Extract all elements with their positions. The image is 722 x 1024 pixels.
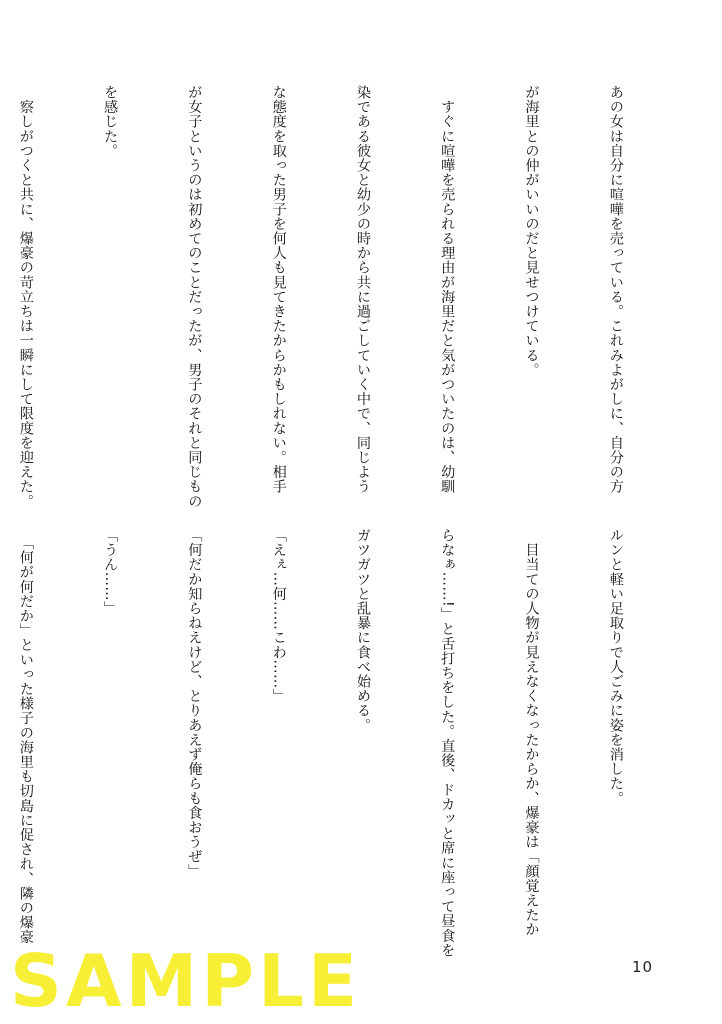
text-line: が海里との仲がいいのだと見せつけている。 bbox=[523, 85, 540, 377]
text-line: らなぁ……!」と舌打ちをした。直後、ドカッと席に座って昼食を bbox=[439, 528, 456, 958]
upper-text-block bbox=[0, 85, 686, 509]
text-line: 染である彼女と幼少の時から共に過ごしていく中で、同じよう bbox=[354, 85, 371, 494]
text-line: 「何が何だか」といった様子の海里も切島に促され、隣の爆豪 bbox=[17, 528, 34, 945]
text-line: な態度を取った男子を何人も見てきたからかもしれない。相手 bbox=[270, 85, 287, 494]
text-line: を感じた。 bbox=[102, 85, 119, 158]
text-line: あの女は自分に喧嘩を売っている。これみよがしに、自分の方 bbox=[607, 85, 624, 494]
text-line: ガツガツと乱暴に食べ始める。 bbox=[354, 528, 371, 733]
text-line: 目当ての人物が見えなくなったからか、爆豪は「顔覚えたか bbox=[523, 528, 540, 937]
text-line: ルンと軽い足取りで人ごみに姿を消した。 bbox=[607, 528, 624, 806]
text-line: 「えぇ…何……こわ……」 bbox=[270, 528, 287, 704]
text-line: が女子というのは初めてのことだったが、男子のそれと同じもの bbox=[186, 85, 203, 509]
text-line: 「何だか知らねえけど、とりあえず俺らも食おうぜ」 bbox=[186, 528, 203, 879]
text-line: 察しがつくと共に、爆豪の苛立ちは一瞬にして限度を迎えた。 bbox=[17, 85, 34, 509]
text-line: すぐに喧嘩を売られる理由が海里だと気がついたのは、幼馴 bbox=[439, 85, 456, 494]
sample-watermark bbox=[10, 936, 362, 1023]
text-line: 「うん……」 bbox=[102, 528, 119, 616]
lower-text-block bbox=[0, 528, 686, 958]
sample-watermark-text: SAMPLE bbox=[10, 939, 362, 1023]
page-number: 10 bbox=[632, 958, 654, 976]
